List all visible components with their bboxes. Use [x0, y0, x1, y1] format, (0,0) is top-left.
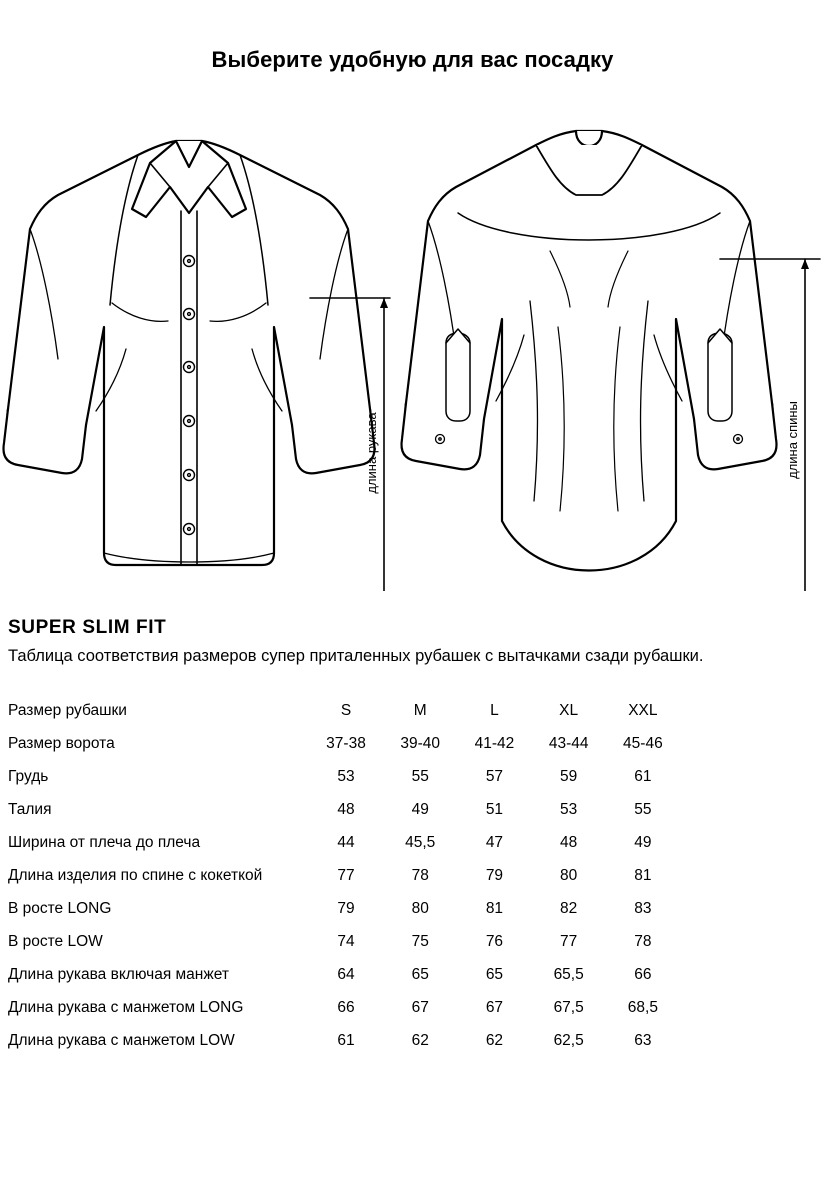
table-column-header: S — [340, 702, 352, 720]
shirt-back-illustration — [402, 131, 777, 571]
page-title: Выберите удобную для вас посадку — [211, 47, 614, 72]
table-row-label: Талия — [8, 801, 52, 819]
table-cell: 51 — [485, 801, 504, 819]
size-table — [8, 695, 680, 1058]
table-row-label: Длина изделия по спине с кокеткой — [8, 867, 263, 885]
table-cell: 80 — [411, 900, 429, 918]
table-cell: 65 — [485, 966, 504, 984]
table-cell: 67 — [411, 999, 429, 1017]
table-cell: 61 — [337, 1032, 355, 1050]
table-cell: 79 — [485, 867, 504, 885]
table-cell: 81 — [485, 900, 504, 918]
table-column-header: XXL — [628, 702, 658, 720]
back-dimension-label: длина спины — [785, 401, 800, 479]
table-cell: 55 — [634, 801, 652, 819]
table-cell: 63 — [634, 1032, 652, 1050]
table-row — [8, 893, 680, 926]
table-cell: 59 — [560, 768, 578, 786]
table-cell: 79 — [337, 900, 355, 918]
table-header-row — [8, 695, 680, 728]
table-cell: 37-38 — [326, 735, 366, 753]
table-cell: 39-40 — [400, 735, 441, 753]
table-cell: 67,5 — [553, 999, 584, 1017]
table-cell: 76 — [485, 933, 504, 951]
fit-section — [0, 617, 825, 669]
table-cell: 62 — [411, 1032, 429, 1050]
table-cell: 65 — [411, 966, 429, 984]
table-row — [8, 926, 680, 959]
table-row-label: Длина рукава включая манжет — [8, 966, 229, 984]
shirt-front-illustration — [4, 141, 375, 565]
table-row-label: Длина рукава с манжетом LOW — [8, 1032, 235, 1050]
table-cell: 62,5 — [553, 1032, 584, 1050]
table-cell: 65,5 — [553, 966, 584, 984]
table-column-header: M — [413, 702, 427, 720]
table-cell: 68,5 — [627, 999, 658, 1017]
table-cell: 55 — [411, 768, 429, 786]
table-row — [8, 728, 680, 761]
table-cell: 78 — [411, 867, 429, 885]
table-cell: 74 — [337, 933, 355, 951]
table-row — [8, 959, 680, 992]
table-cell: 45-46 — [623, 735, 663, 753]
fit-name: SUPER SLIM FIT — [8, 617, 167, 638]
table-row — [8, 794, 680, 827]
table-cell: 48 — [560, 834, 578, 852]
table-cell: 61 — [634, 768, 652, 786]
table-cell: 66 — [337, 999, 355, 1017]
table-cell: 57 — [485, 768, 504, 786]
table-cell: 75 — [411, 933, 429, 951]
table-cell: 64 — [337, 966, 355, 984]
table-cell: 78 — [634, 933, 652, 951]
table-row — [8, 761, 680, 794]
table-cell: 66 — [634, 966, 652, 984]
table-column-header: L — [490, 702, 499, 720]
table-cell: 48 — [337, 801, 355, 819]
table-cell: 49 — [634, 834, 652, 852]
table-cell: 53 — [337, 768, 355, 786]
table-row-label: Размер ворота — [8, 735, 115, 753]
table-row-label: В росте LONG — [8, 900, 112, 918]
table-cell: 41-42 — [474, 735, 515, 753]
table-cell: 43-44 — [548, 735, 589, 753]
table-row-label: Длина рукава с манжетом LONG — [8, 999, 244, 1017]
table-row-label: В росте LOW — [8, 933, 103, 951]
table-cell: 83 — [634, 900, 652, 918]
table-cell: 77 — [337, 867, 355, 885]
table-cell: 45,5 — [405, 834, 436, 852]
table-row — [8, 827, 680, 860]
table-cell: 49 — [411, 801, 429, 819]
table-cell: 81 — [634, 867, 652, 885]
table-cell: 47 — [485, 834, 504, 852]
table-column-header: XL — [559, 702, 579, 720]
table-cell: 62 — [485, 1032, 504, 1050]
table-cell: 77 — [560, 933, 578, 951]
table-cell: 44 — [337, 834, 355, 852]
table-header-label: Размер рубашки — [8, 702, 127, 720]
fit-description: Таблица соответствия размеров супер приталенных рубашек с вытачками сзади рубашки. — [8, 647, 704, 665]
table-row — [8, 860, 680, 893]
table-row — [8, 992, 680, 1025]
table-row-label: Грудь — [8, 768, 49, 786]
size-table-body — [8, 695, 680, 1058]
shirt-diagram-svg — [0, 91, 825, 591]
table-cell: 82 — [560, 900, 578, 918]
shirt-diagrams — [0, 91, 825, 591]
table-row — [8, 1025, 680, 1058]
table-cell: 80 — [560, 867, 578, 885]
front-dimension-label: длина рукава — [364, 412, 379, 494]
table-cell: 53 — [560, 801, 578, 819]
table-row-label: Ширина от плеча до плеча — [8, 834, 201, 852]
table-cell: 67 — [485, 999, 504, 1017]
